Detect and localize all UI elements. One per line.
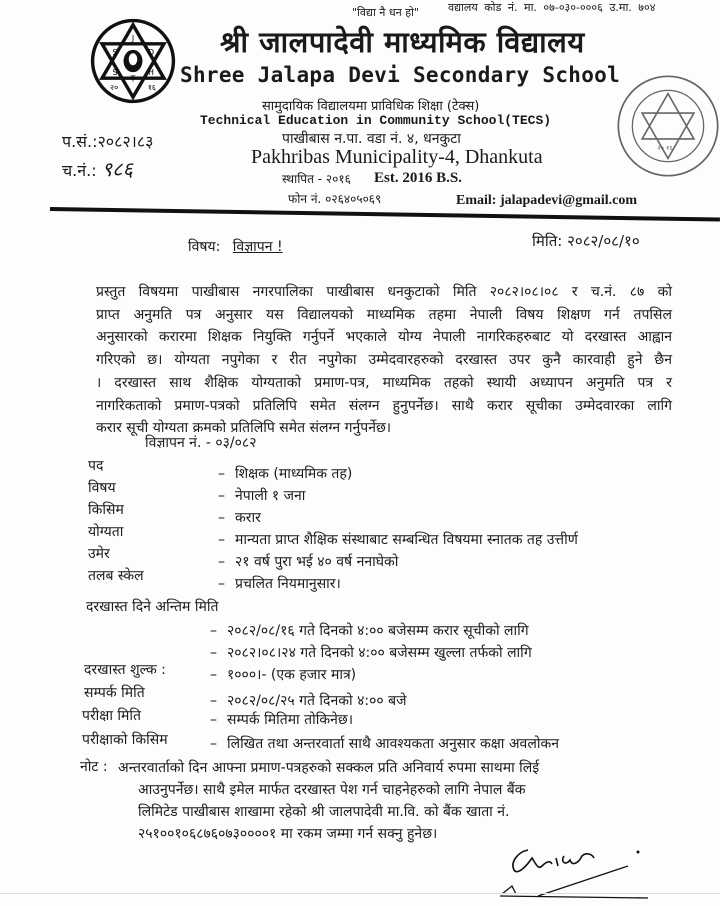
detail-value-type: – करार	[218, 510, 261, 526]
note-text	[118, 757, 658, 845]
advertisement-number: विज्ञापन नं. - ०३/०८२	[145, 435, 257, 451]
school-seal-stamp-icon	[614, 72, 720, 180]
detail-label-exam-type: परीक्षाको किसिम	[82, 732, 168, 748]
dash: –	[210, 645, 217, 661]
paragraph-line: नागरिकताको प्रमाण-पत्रको प्रतिलिपि समेत संलग्न हुनुपर्नेछ। साथै करार सूचीका उम्मेदवारका लागि	[96, 397, 672, 414]
subject-label: विषय:	[188, 239, 221, 255]
program-name-english: Technical Education in Community School(TECS)	[200, 113, 552, 128]
phone-number: फोन नं. ०२६४०५०६९	[288, 192, 382, 206]
established-nepali: स्थापित - २०१६	[282, 172, 351, 186]
dash: –	[210, 736, 217, 752]
dash: –	[210, 623, 217, 639]
school-name-nepali: श्री जालपादेवी माध्यमिक विद्यालय	[220, 25, 585, 59]
detail-label-subject: विषय	[88, 480, 116, 496]
dash: –	[218, 510, 225, 526]
detail-label-post: पद	[88, 458, 104, 474]
school-name-english: Shree Jalapa Devi Secondary School	[180, 63, 621, 87]
paragraph-line: अनुसारको करारमा शिक्षक नियुक्ति गर्नुपर्ने भएकाले योग्य नेपाली नागरिकहरुबाट यो दरखास्त आह्वान	[96, 329, 672, 346]
school-motto: "विद्या नै धन हो"	[352, 6, 420, 19]
paragraph-line: करार सूची योग्यता क्रमको प्रतिलिपि समेत संलग्न गर्नुपर्नेछ।	[96, 420, 392, 437]
dash: –	[218, 576, 225, 592]
subject-value: विज्ञापन !	[232, 239, 283, 255]
detail-value-qualification: – मान्यता प्राप्त शैक्षिक संस्थाबाट सम्बन्धित विषयमा स्नातक तह उत्तीर्ण	[218, 532, 578, 548]
email-address: Email: jalapadevi@gmail.com	[456, 193, 638, 208]
svg-text:H: H	[148, 67, 154, 77]
reference-value: २०८२।८३	[97, 132, 154, 151]
deadline-contract-list: – २०८२/०८/१६ गते दिनको ४:०० बजेसम्म करार सूचीको लागि	[210, 623, 529, 639]
detail-value-fee: – १०००।- (एक हजार मात्र)	[210, 667, 357, 683]
paragraph-line: प्रस्तुत विषयमा पाखीबास नगरपालिका पाखीबास धनकुटाको मिति २०८२।०८।०८ र च.नं. ८७ को	[96, 284, 672, 300]
address-english: Pakhribas Municipality-4, Dhankuta	[251, 146, 543, 168]
svg-text:२० १६: २० १६	[657, 143, 673, 152]
detail-label-fee: दरखास्त शुल्क :	[84, 662, 166, 678]
svg-text:२०: २०	[110, 83, 119, 93]
school-emblem-star-icon	[90, 18, 176, 104]
detail-value-contact-date: – २०८२/०८/२५ गते दिनको ४:०० बजे	[210, 693, 407, 709]
svg-text:S: S	[112, 67, 118, 77]
detail-label-type: किसिम	[88, 502, 124, 518]
detail-label-age: उमेर	[88, 546, 110, 562]
paragraph-line: गरिएको छ। योग्यता नपुगेका र रीत नपुगेका उम्मेदवारहरुको दरखास्त उपर कुनै कारवाही हुने छैन	[96, 352, 672, 369]
dash: –	[218, 532, 225, 548]
detail-label-qualification: योग्यता	[88, 524, 124, 540]
dash: –	[210, 667, 217, 683]
detail-label-exam-date: परीक्षा मिति	[82, 708, 142, 724]
note-line: आउनुपर्नेछ। साथै इमेल मार्फत दरखास्त पेश गर्न चाहनेहरुको लागि नेपाल बैंक	[138, 782, 526, 798]
note-line: २५१००१०६८७६०७३००००१ मा रकम जम्मा गर्न सक्नु हुनेछ।	[138, 826, 438, 842]
dash: –	[218, 466, 225, 482]
dash: –	[218, 488, 225, 504]
school-code: वद्यालय कोड नं. मा. ०७-०३०-०००६ उ.मा. ७०४	[448, 1, 656, 14]
detail-value-subject: – नेपाली १ जना	[218, 488, 306, 504]
svg-text:T: T	[130, 74, 136, 84]
reference-label: प.सं.:	[62, 132, 98, 151]
deadline-heading: दरखास्त दिने अन्तिम मिति	[86, 599, 219, 615]
svg-text:S: S	[112, 47, 118, 57]
note-label: नोट :	[80, 759, 108, 775]
detail-value-exam-date: – सम्पर्क मितिमा तोकिनेछ।	[210, 712, 354, 728]
detail-value-exam-type: – लिखित तथा अन्तरवार्ता साथै आवश्यकता अनुसार कक्षा अवलोकन	[210, 736, 559, 752]
subject-line	[188, 237, 283, 256]
detail-value-post: – शिक्षक (माध्यमिक तह)	[218, 466, 353, 482]
dash: –	[210, 712, 217, 728]
body-paragraph	[96, 281, 672, 440]
detail-value-age: – २१ वर्ष पुरा भई ४० वर्ष ननाघेको	[218, 554, 399, 570]
deadline-open: – २०८२।०८।२४ गते दिनको ४:०० बजेसम्म खुल्ला तर्फको लागि	[210, 645, 532, 661]
dispatch-number	[62, 155, 133, 182]
detail-label-contact-date: सम्पर्क मिति	[84, 685, 145, 701]
dispatch-label: च.नं.:	[62, 161, 97, 180]
svg-text:J: J	[131, 34, 135, 44]
dash: –	[210, 693, 217, 709]
letter-date: मिति: २०८२/०८/१०	[532, 232, 640, 250]
detail-value-salary: – प्रचलित नियमानुसार।	[218, 576, 341, 592]
program-name-nepali: सामुदायिक विद्यालयमा प्राविधिक शिक्षा (टेक्स)	[262, 99, 480, 114]
note-line: लिमिटेड पाखीबास शाखामा रहेको श्री जालपादेवी मा.वि. को बैंक खाता नं.	[138, 804, 510, 820]
paragraph-line: । दरखास्त साथ शैक्षिक योग्यताको प्रमाण-पत्र, माध्यमिक तहको स्थायी अध्यापन अनुमति पत्र र	[96, 374, 672, 391]
svg-text:१६: १६	[147, 83, 156, 93]
note-line: अन्तरवार्ताको दिन आफ्ना प्रमाण-पत्रहरुको सक्कल प्रति अनिवार्य रुपमा साथमा लिई	[118, 760, 540, 776]
svg-text:D: D	[148, 47, 155, 57]
paragraph-line: प्राप्त अनुमति पत्र अनुसार यस विद्यालयको माध्यमिक तहमा नेपाली विषय शिक्षण गर्न तपसिल	[96, 306, 672, 323]
header-divider	[50, 207, 720, 222]
established-english: Est. 2016 B.S.	[374, 170, 462, 186]
page-bottom-edge	[0, 893, 720, 894]
dash: –	[218, 554, 225, 570]
reference-number	[62, 130, 153, 152]
detail-label-salary: तलब स्केल	[88, 568, 144, 584]
address-nepali: पाखीबास न.पा. वडा नं. ४, धनकुटा	[282, 131, 461, 147]
dispatch-value: ९८६	[101, 157, 133, 181]
